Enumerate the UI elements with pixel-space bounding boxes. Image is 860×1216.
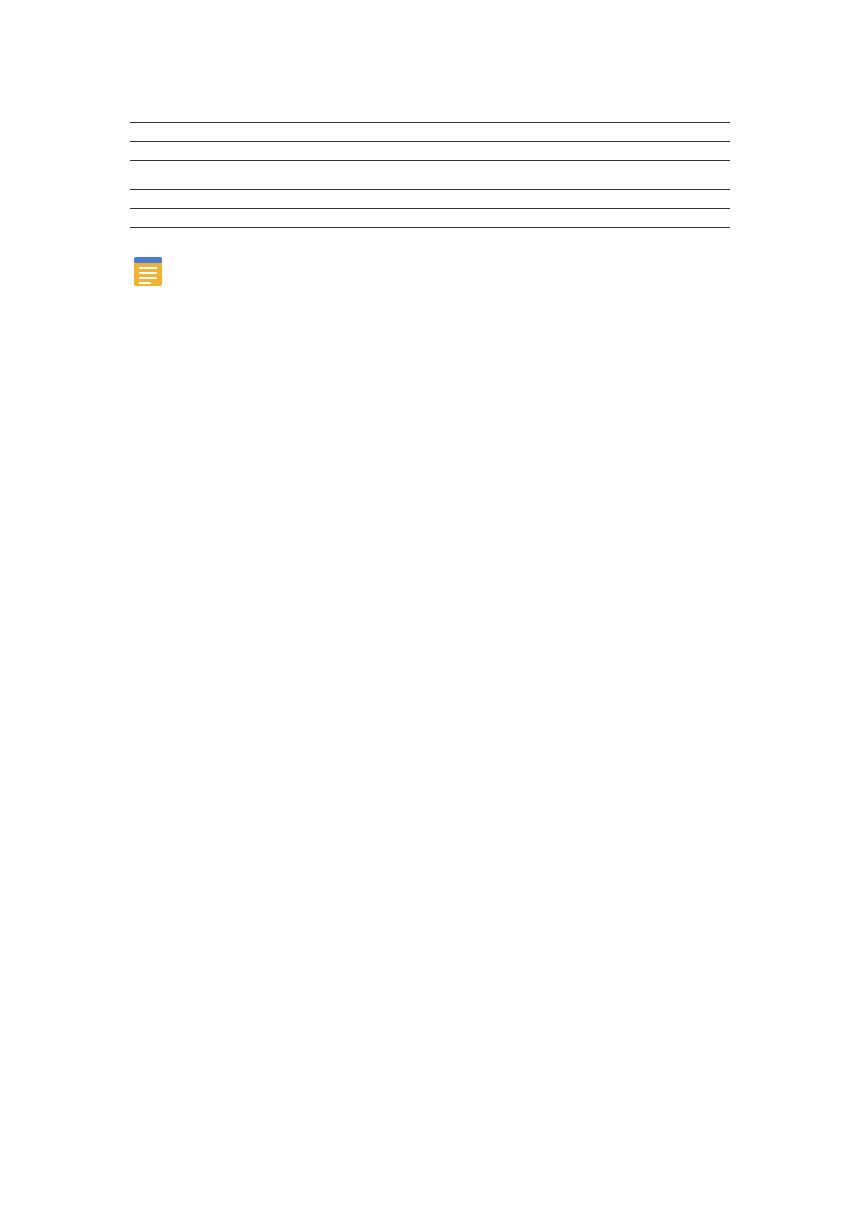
answer-line[interactable] (130, 104, 730, 123)
answer-lines-q8[interactable] (130, 104, 730, 161)
answer-line[interactable] (130, 142, 730, 161)
answer-line[interactable] (130, 209, 730, 228)
answer-line[interactable] (130, 171, 730, 190)
notebook-icon (130, 254, 166, 288)
reading-header (130, 250, 730, 280)
answer-lines-q9[interactable] (130, 171, 730, 228)
document-page (130, 98, 730, 286)
answer-line[interactable] (130, 190, 730, 209)
answer-line[interactable] (130, 123, 730, 142)
